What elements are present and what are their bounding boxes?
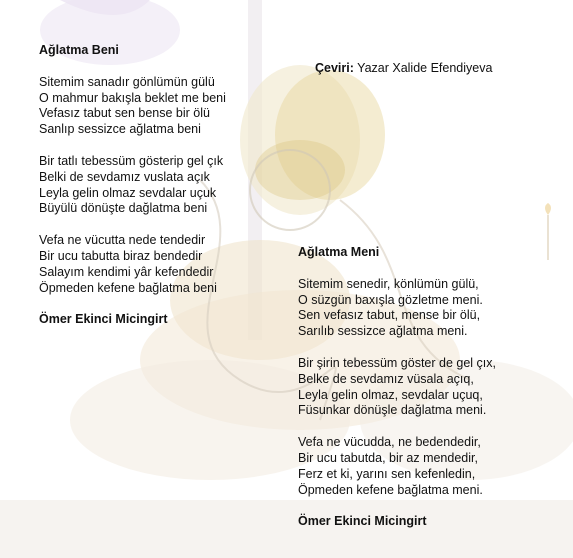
poem-line: Vefa ne vücudda, ne bedendedir, (298, 435, 481, 450)
poem-line: Belki de sevdamız vuslata açık (39, 169, 210, 184)
poem-line: Sitemim sanadır gönlümün gülü (39, 74, 215, 89)
original-poem (39, 43, 279, 328)
poem-line: Ferz et ki, yarını sen kefenledin, (298, 466, 476, 481)
poem-line: Bir şirin tebessüm göster de gel çıx, (298, 355, 496, 370)
translated-stanza-3 (298, 435, 558, 498)
poem-line: Vefasız tabut sen bense bir ölü (39, 106, 210, 121)
poem-line: Salayım kendimi yâr kefendedir (39, 264, 214, 279)
poem-line: Sitemim senedir, könlümün gülü, (298, 276, 479, 291)
translation-credit-text: Yazar Xalide Efendiyeva (357, 61, 493, 75)
original-stanza-3 (39, 233, 279, 296)
original-stanza-2 (39, 154, 279, 217)
original-poem-title: Ağlatma Beni (39, 43, 119, 57)
poem-line: Bir ucu tabutta biraz bendedir (39, 248, 203, 263)
poem-line: Sen vefasız tabut, mense bir ölü, (298, 308, 481, 323)
poem-line: Leyla gelin olmaz, sevdalar uçuq, (298, 387, 483, 402)
translation-credit (315, 61, 492, 75)
poem-line: O mahmur bakışla beklet me beni (39, 90, 226, 105)
poem-line: Sanlıp sessizce ağlatma beni (39, 122, 201, 137)
translated-stanza-1 (298, 277, 558, 340)
translated-poem (298, 245, 558, 530)
poem-line: Belke de sevdamız vüsala açıq, (298, 371, 474, 386)
original-author: Ömer Ekinci Micingirt (39, 312, 168, 327)
translated-poem-title: Ağlatma Meni (298, 245, 380, 259)
poem-line: Öpmeden kefene bağlatma beni (39, 280, 217, 295)
poem-line: Büyülü dönüşte dağlatma beni (39, 201, 208, 216)
poem-line: Sarılıb sessizce ağlatma meni. (298, 324, 468, 339)
poem-line: Leyla gelin olmaz sevdalar uçuk (39, 185, 217, 200)
poem-line: Vefa ne vücutta nede tendedir (39, 233, 206, 248)
poem-line: Öpmeden kefene bağlatma meni. (298, 482, 483, 497)
poem-line: Füsunkar dönüşle dağlatma meni. (298, 403, 487, 418)
translation-credit-label: Çeviri: (315, 61, 354, 75)
poem-line: Bir tatlı tebessüm gösterip gel çık (39, 153, 224, 168)
original-stanza-1 (39, 75, 279, 138)
translated-stanza-2 (298, 356, 558, 419)
translated-author: Ömer Ekinci Micingirt (298, 514, 427, 529)
poem-line: O süzgün baxışla gözletme meni. (298, 292, 483, 307)
poem-line: Bir ucu tabutda, bir az mendedir, (298, 450, 478, 465)
